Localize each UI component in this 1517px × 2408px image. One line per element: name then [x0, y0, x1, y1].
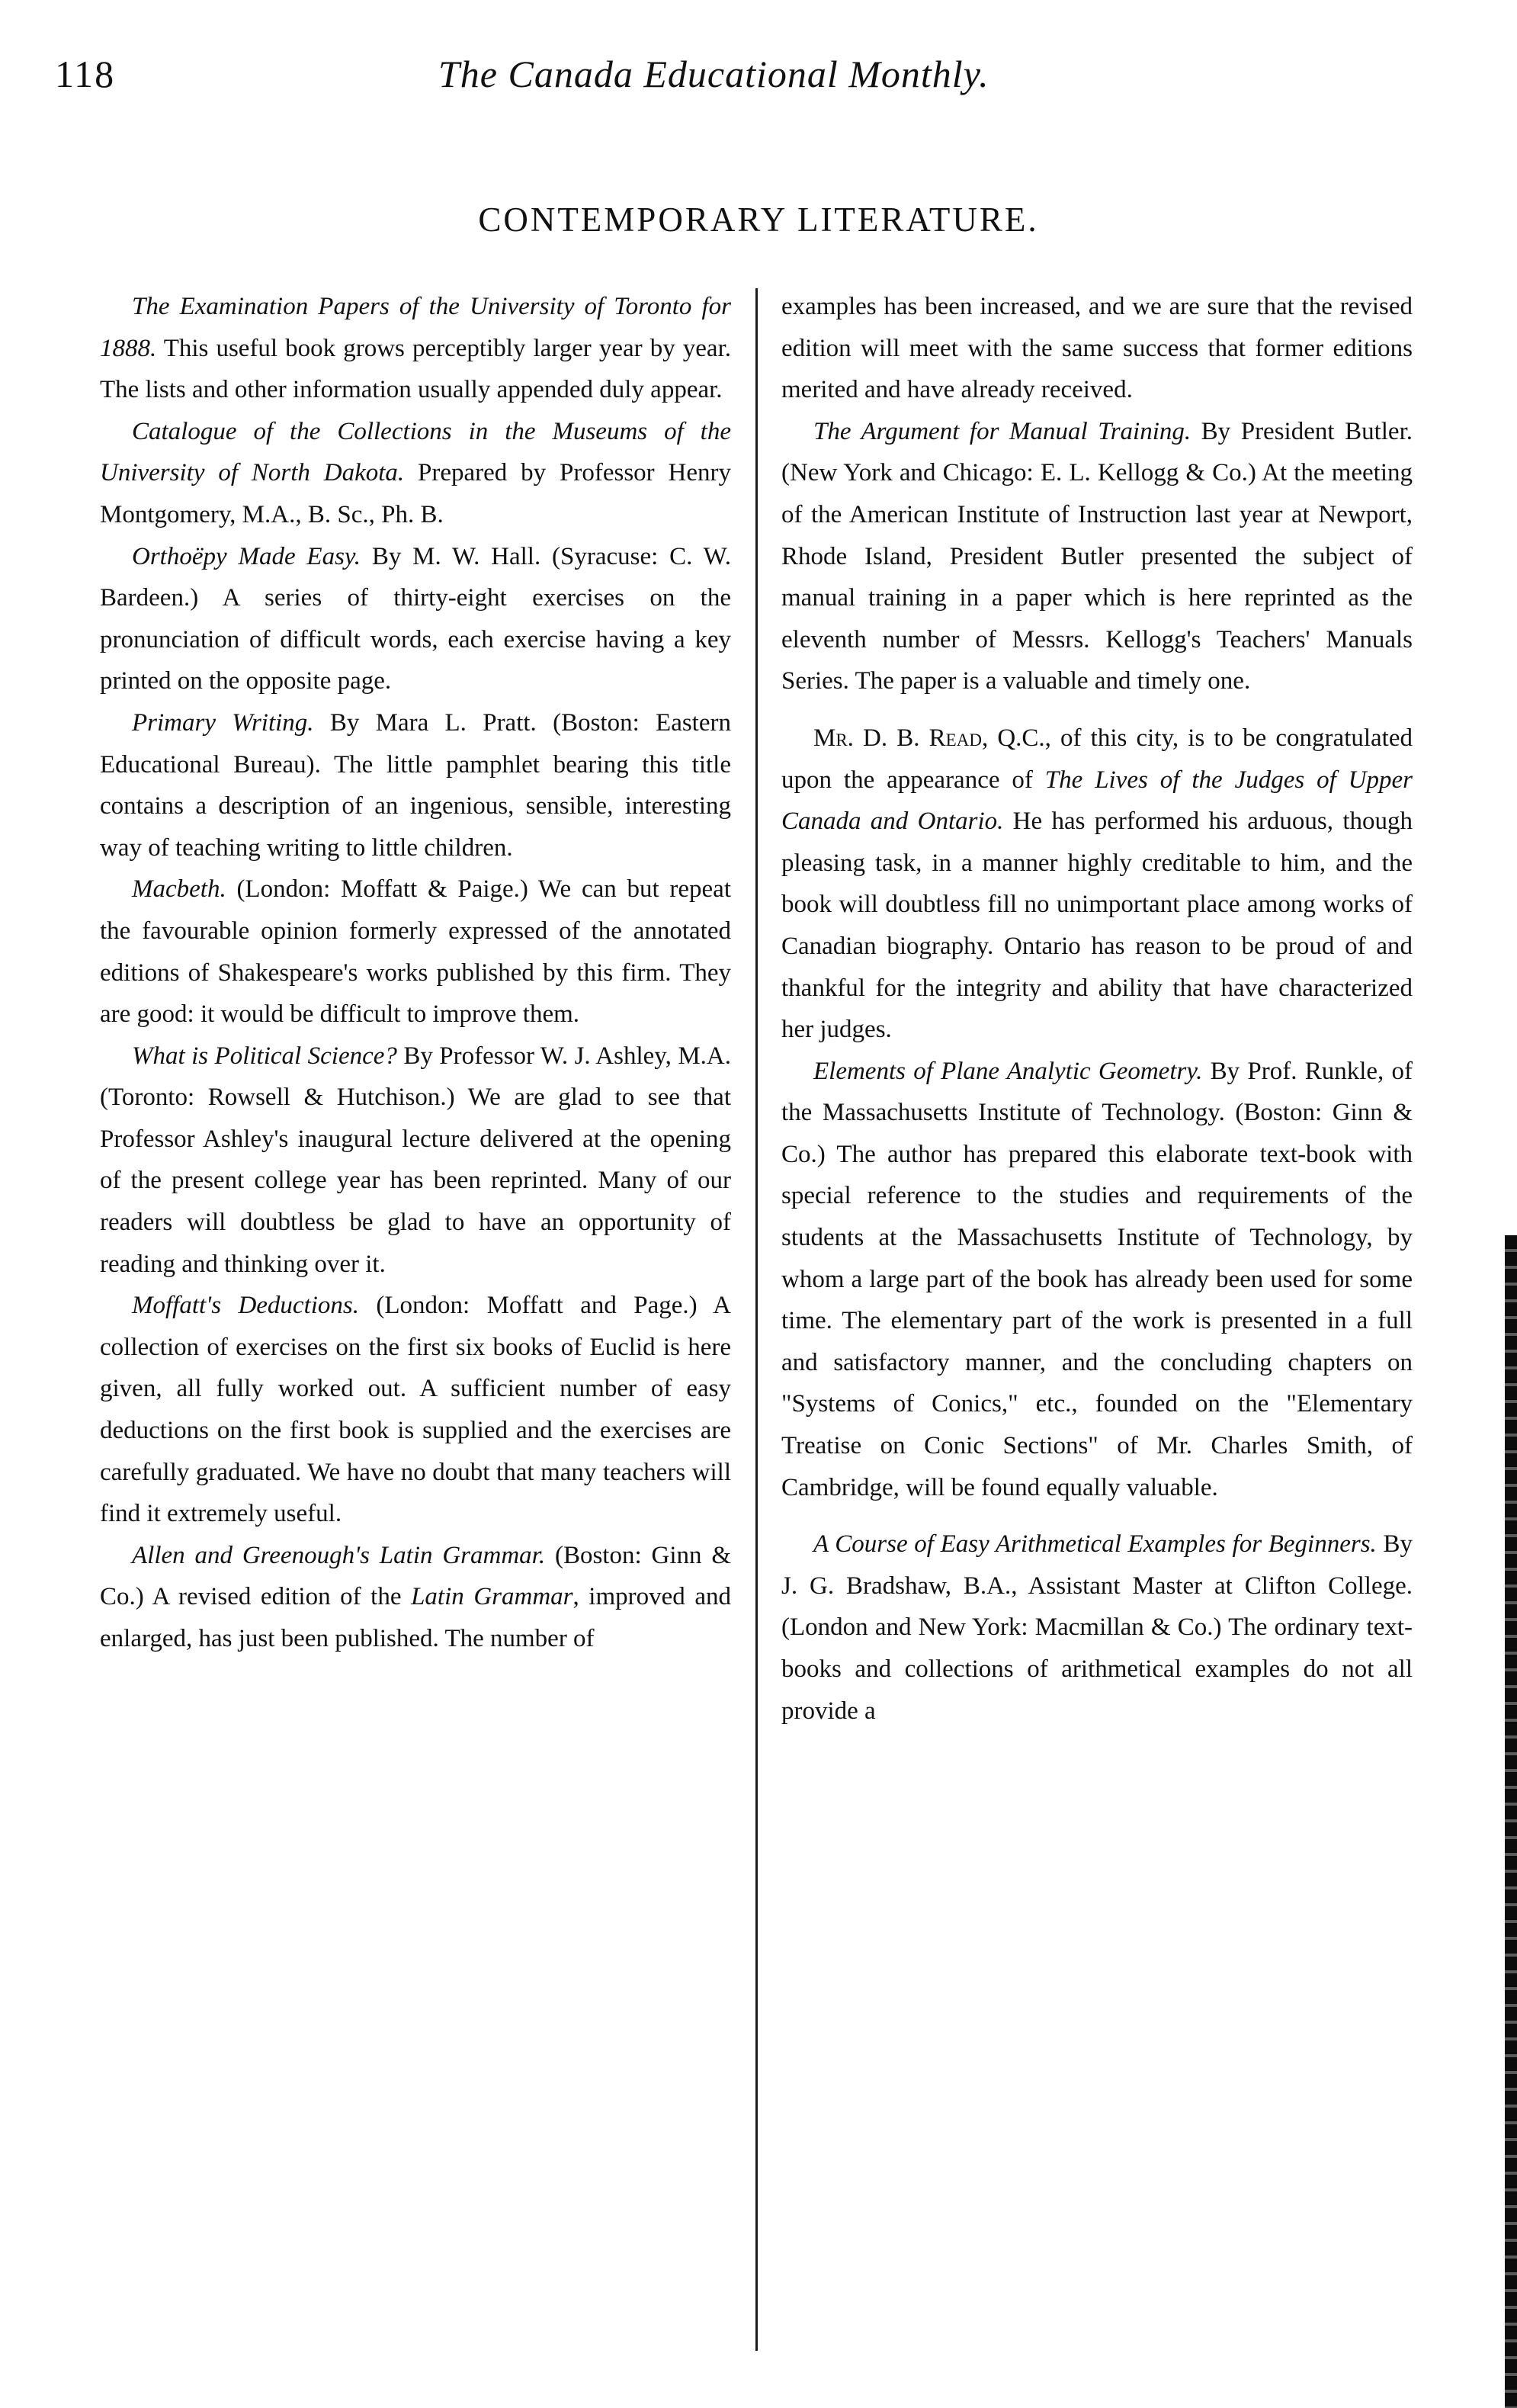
- notice-text: (London: Moffatt and Page.) A collection of exercises on the first six books of Euclid is here given, all fully worked out. A sufficient number of easy deductions on the first book is supplied and the exercises are carefully graduated. We have no doubt that many teachers will find it extremely useful.: [100, 1292, 731, 1528]
- book-title: Moffatt's Deductions.: [132, 1292, 360, 1320]
- left-column: [100, 286, 731, 1660]
- notice-manual-training: [781, 411, 1413, 702]
- journal-title: The Canada Educational Monthly.: [438, 53, 989, 95]
- notice-text: By Prof. Runkle, of the Massachusetts Institute of Technology. (Boston: Ginn & Co.) The author has prepared this elaborate text-book with special reference to the studies and requirements of the students at the Massachusetts Institute of Technology, by whom a large part of the book has already been used for some time. The elementary part of the work is presented in a full and satisfactory manner, and the concluding chapters on "Systems of Conics," etc., founded on the "Elementary Treatise on Conic Sections" of Mr. Charles Smith, of Cambridge, will be found equally valuable.: [781, 1057, 1413, 1501]
- book-title: Orthoëpy Made Easy.: [132, 542, 361, 570]
- notice-text: (London: Moffatt & Paige.) We can but repeat the favourable opinion formerly expressed of the annotated editions of Shakespeare's works published by this firm. They are good: it would be difficult to improve them.: [100, 875, 731, 1029]
- notice-latin-grammar: [100, 1535, 731, 1660]
- page-number: 118: [55, 53, 116, 95]
- notice-macbeth: [100, 868, 731, 1035]
- notice-latin-grammar-continued: examples has been increased, and we are sure that the revised edition will meet with the same success that former editions merited and have already received.: [781, 293, 1413, 404]
- notice-text: (Boston: Ginn & Co.) A revised edition of the: [100, 1541, 731, 1611]
- notice-political-science: [100, 1035, 731, 1286]
- book-title: Macbeth.: [132, 875, 226, 904]
- notice-text: By J. G. Bradshaw, B.A., Assistant Master at Clifton College. (London and New York: Macmillan & Co.) The ordinary text-books and collections of arithmetical examples do not all provide a: [781, 1530, 1413, 1725]
- notice-moffatt-deductions: [100, 1285, 731, 1535]
- notice-text: He has performed his arduous, though pleasing task, in a manner highly creditable to him, and the book will doubtless fill no unimportant place among works of Canadian biography. Ontario has reason to be proud of and thankful for the integrity and ability that have characterized her judges.: [781, 807, 1413, 1044]
- notice-arithmetical-examples: [781, 1523, 1413, 1732]
- notice-read: [781, 718, 1413, 1051]
- notice-primary-writing: [100, 702, 731, 868]
- notice-text: Prepared by Professor Henry Montgomery, M.A., B. Sc., Ph. B.: [100, 459, 731, 528]
- column-divider: [755, 288, 758, 2351]
- book-title: A Course of Easy Arithmetical Examples for Beginners.: [813, 1530, 1377, 1559]
- notice-text: This useful book grows perceptibly larger year by year. The lists and other information usually appended duly appear.: [100, 334, 731, 404]
- book-title: What is Political Science?: [132, 1042, 397, 1070]
- notice-text: , Q.C., of this city, is to be congratulated upon the appearance of: [781, 724, 1413, 794]
- book-title: The Examination Papers of the University of Toronto for 1888.: [100, 293, 731, 362]
- notice-text: By Professor W. J. Ashley, M.A. (Toronto: Rowsell & Hutchison.) We are glad to see that Professor Ashley's inaugural lecture delivered at the opening of the present college year has been reprinted. Many of our readers will doubtless be glad to have an opportunity of reading and thinking over it.: [100, 1042, 731, 1278]
- book-title: The Argument for Manual Training.: [813, 417, 1191, 445]
- book-title: Allen and Greenough's Latin Grammar.: [132, 1541, 546, 1569]
- inline-book-title: Latin Grammar: [411, 1583, 573, 1611]
- book-title: Catalogue of the Collections in the Museums of the University of North Dakota.: [100, 417, 731, 487]
- notice-analytic-geometry: [781, 1051, 1413, 1509]
- notice-text: By President Butler. (New York and Chicago: E. L. Kellogg & Co.) At the meeting of the American Institute of Instruction last year at Newport, Rhode Island, President Butler presented the subject of manual training in a paper which is here reprinted as the eleventh number of Messrs. Kellogg's Teachers' Manuals Series. The paper is a valuable and timely one.: [781, 417, 1413, 695]
- person-name: Mr. D. B. Read: [813, 724, 982, 752]
- inline-book-title: The Lives of the Judges of Upper Canada and Ontario.: [781, 766, 1413, 836]
- book-title: Elements of Plane Analytic Geometry.: [813, 1057, 1203, 1085]
- notice-examination-papers: [100, 286, 731, 411]
- notice-text: By Mara L. Pratt. (Boston: Eastern Educational Bureau). The little pamphlet bearing this title contains a description of an ingenious, sensible, interesting way of teaching writing to little children.: [100, 708, 731, 862]
- section-title: CONTEMPORARY LITERATURE.: [478, 201, 1039, 239]
- notice-orthoepy: [100, 536, 731, 702]
- running-head: [0, 52, 1517, 113]
- notice-catalogue: [100, 411, 731, 536]
- book-title: Primary Writing.: [132, 708, 314, 737]
- notice-text: By M. W. Hall. (Syracuse: C. W. Bardeen.) A series of thirty-eight exercises on the pronunciation of difficult words, each exercise having a key printed on the opposite page.: [100, 542, 731, 695]
- scan-edge-shadow: [1505, 1235, 1517, 2408]
- right-column: [781, 286, 1413, 1732]
- notice-text: , improved and enlarged, has just been published. The number of: [100, 1583, 731, 1652]
